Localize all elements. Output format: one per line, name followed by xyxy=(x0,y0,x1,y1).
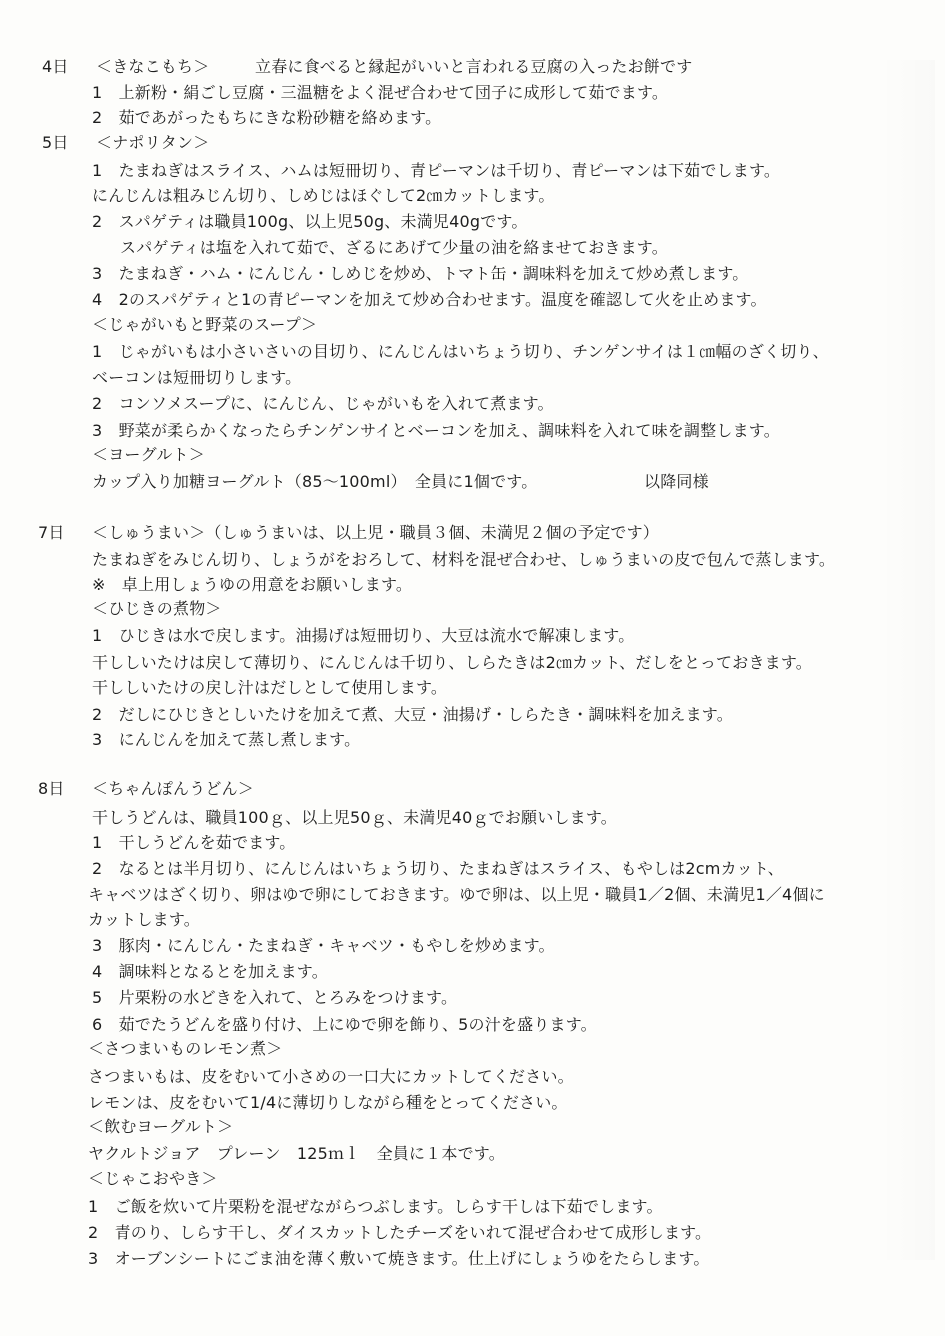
recipe-note-kinakomochi: 立春に食べると縁起がいいと言われる豆腐の入ったお餅です xyxy=(255,57,693,76)
step-line: 1 干しうどんを茹でます。 xyxy=(92,833,296,852)
step-line: 2 なるとは半月切り、にんじんはいちょう切り、たまねぎはスライス、もやしは2cmカット、 xyxy=(92,859,784,878)
day-label-8: 8日 xyxy=(38,779,65,798)
step-line: 2 青のり、しらす干し、ダイスカットしたチーズをいれて混ぜ合わせて成形します。 xyxy=(88,1223,712,1242)
step-line: 2 だしにひじきとしいたけを加えて煮、大豆・油揚げ・しらたき・調味料を加えます。 xyxy=(92,705,733,724)
step-line: カップ入り加糖ヨーグルト（85～100ml） 全員に1個です。 xyxy=(92,472,538,491)
step-line: 3 野菜が柔らかくなったらチンゲンサイとベーコンを加え、調味料を入れて味を調整します。 xyxy=(92,421,780,440)
step-line: ヤクルトジョア プレーン 125ｍｌ 全員に１本です。 xyxy=(88,1144,505,1163)
recipe-title-jako-oyaki: ＜じゃこおやき＞ xyxy=(88,1169,218,1188)
recipe-title-napolitan: ＜ナポリタン＞ xyxy=(96,133,210,152)
day-label-7: 7日 xyxy=(38,523,65,542)
step-line: 1 ご飯を炊いて片栗粉を混ぜながらつぶします。しらす干しは下茹でします。 xyxy=(88,1197,663,1216)
scan-shadow xyxy=(880,60,935,1260)
step-line: さつまいもは、皮をむいて小さめの一口大にカットしてください。 xyxy=(88,1067,574,1086)
step-line: にんじんは粗みじん切り、しめじはほぐして2㎝カットします。 xyxy=(92,186,555,205)
step-line: カットします。 xyxy=(88,910,200,929)
step-line: キャベツはざく切り、卵はゆで卵にしておきます。ゆで卵は、以上児・職員1／2個、未満児1／4個に xyxy=(88,885,825,904)
step-line: スパゲティは塩を入れて茹で、ざるにあげて少量の油を絡ませておきます。 xyxy=(120,238,668,257)
recipe-title-potato-soup: ＜じゃがいもと野菜のスープ＞ xyxy=(92,315,318,334)
step-line: 4 調味料となるとを加えます。 xyxy=(92,962,328,981)
step-line: ベーコンは短冊切りします。 xyxy=(92,368,302,387)
note-text: 以降同様 xyxy=(644,472,709,491)
step-line: 干ししいたけは戻して薄切り、にんじんは千切り、しらたきは2㎝カット、だしをとっておきます。 xyxy=(92,653,812,672)
step-line: ※ 卓上用しょうゆの用意をお願いします。 xyxy=(92,575,413,594)
recipe-title-drink-yogurt: ＜飲むヨーグルト＞ xyxy=(88,1117,234,1136)
recipe-title-champon: ＜ちゃんぽんうどん＞ xyxy=(92,779,255,798)
step-line: 4 2のスパゲティと1の青ピーマンを加えて炒め合わせます。温度を確認して火を止めます。 xyxy=(92,290,767,309)
day-label-4: 4日 xyxy=(42,57,69,76)
step-line: 3 たまねぎ・ハム・にんじん・しめじを炒め、トマト缶・調味料を加えて炒め煮します。 xyxy=(92,264,749,283)
step-line: 3 にんじんを加えて蒸し煮します。 xyxy=(92,730,361,749)
step-line: 1 じゃがいもは小さいさいの目切り、にんじんはいちょう切り、チンゲンサイは１㎝幅のざく切り、 xyxy=(92,342,829,361)
recipe-title-shumai: ＜しゅうまい＞（しゅうまいは、以上児・職員３個、未満児２個の予定です） xyxy=(92,523,660,542)
recipe-title-yogurt: ＜ヨーグルト＞ xyxy=(92,445,205,464)
step-line: 干しうどんは、職員100ｇ、以上児50ｇ、未満児40ｇでお願いします。 xyxy=(92,808,617,827)
step-line: 3 豚肉・にんじん・たまねぎ・キャベツ・もやしを炒めます。 xyxy=(92,936,555,955)
step-line: 干ししいたけの戻し汁はだしとして使用します。 xyxy=(92,678,448,697)
step-line: 2 茹であがったもちにきな粉砂糖を絡めます。 xyxy=(92,108,442,127)
recipe-title-hijiki: ＜ひじきの煮物＞ xyxy=(92,599,222,618)
recipe-title-satsumaimo: ＜さつまいものレモン煮＞ xyxy=(88,1039,283,1058)
step-line: レモンは、皮をむいて1/4に薄切りしながら種をとってください。 xyxy=(88,1093,568,1112)
step-line: 1 上新粉・絹ごし豆腐・三温糖をよく混ぜ合わせて団子に成形して茹でます。 xyxy=(92,83,669,102)
step-line: 2 コンソメスープに、にんじん、じゃがいもを入れて煮ます。 xyxy=(92,394,554,413)
step-line: 1 たまねぎはスライス、ハムは短冊切り、青ピーマンは千切り、青ピーマンは下茹でします。 xyxy=(92,161,781,180)
step-line: 5 片栗粉の水どきを入れて、とろみをつけます。 xyxy=(92,988,458,1007)
step-line: たまねぎをみじん切り、しょうがをおろして、材料を混ぜ合わせ、しゅうまいの皮で包んで蒸します。 xyxy=(92,550,836,569)
step-line: 1 ひじきは水で戻します。油揚げは短冊切り、大豆は流水で解凍します。 xyxy=(92,626,635,645)
recipe-title-kinakomochi: ＜きなこもち＞ xyxy=(96,57,210,76)
step-line: 3 オーブンシートにごま油を薄く敷いて焼きます。仕上げにしょうゆをたらします。 xyxy=(88,1249,710,1268)
day-label-5: 5日 xyxy=(42,133,69,152)
step-line: 2 スパゲティは職員100g、以上児50g、未満児40gです。 xyxy=(92,212,528,231)
step-line: 6 茹でたうどんを盛り付け、上にゆで卵を飾り、5の汁を盛ります。 xyxy=(92,1015,597,1034)
